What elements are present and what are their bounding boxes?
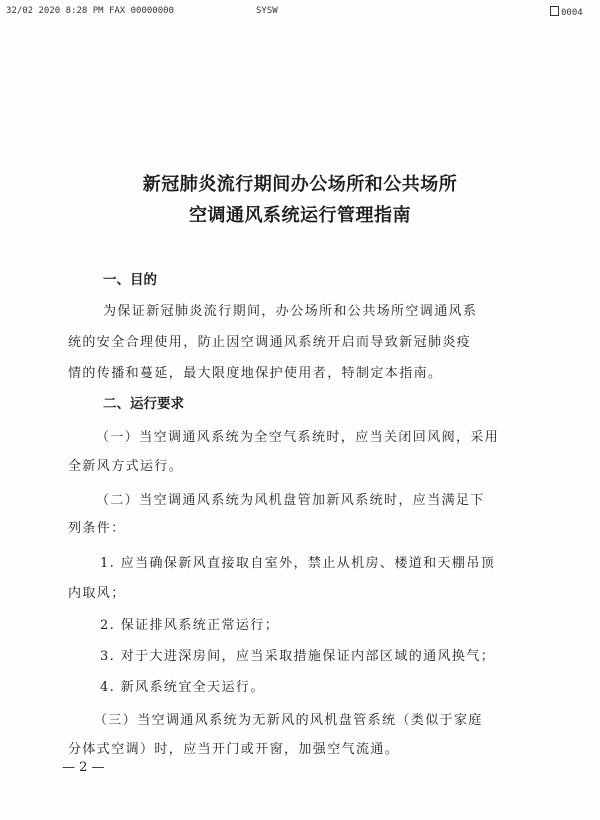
page-number: — 2 —	[62, 760, 105, 775]
section-heading-requirements: 二、运行要求	[103, 396, 184, 412]
paragraph-line: 3. 对于大进深房间，应当采取措施保证内部区域的通风换气；	[100, 649, 496, 664]
paragraph-line: 全新风方式运行。	[68, 459, 184, 474]
fax-timestamp: 32/02 2020 8:28 PM FAX 00000000	[6, 6, 174, 16]
paragraph-line: 列条件：	[68, 521, 126, 536]
fax-header	[0, 6, 600, 20]
paragraph-line: 统的安全合理使用，防止因空调通风系统开启而导致新冠肺炎疫	[68, 335, 472, 350]
paragraph-line: 为保证新冠肺炎流行期间，办公场所和公共场所空调通风系	[103, 304, 478, 319]
fax-sender-id: SYSW	[256, 6, 278, 16]
fax-page-counter	[550, 6, 583, 18]
paragraph-line: 内取风；	[68, 586, 126, 601]
paragraph-line: 情的传播和蔓延，最大限度地保护使用者，特制定本指南。	[68, 366, 443, 381]
paragraph-line: 分体式空调）时，应当开门或开窗，加强空气流通。	[68, 742, 400, 757]
paragraph-line: （二）当空调通风系统为风机盘管加新风系统时，应当满足下	[96, 493, 485, 508]
fax-page-number: 0004	[561, 8, 583, 18]
paragraph-line: 1. 应当确保新风直接取自室外，禁止从机房、楼道和天棚吊顶	[100, 556, 496, 571]
fax-checkbox-icon	[550, 6, 559, 16]
document-title-line1: 新冠肺炎流行期间办公场所和公共场所	[142, 174, 458, 195]
document-title-line2: 空调通风系统运行管理指南	[189, 205, 411, 226]
paragraph-line: （三）当空调通风系统为无新风的风机盘管系统（类似于家庭	[94, 713, 483, 728]
paragraph-line: （一）当空调通风系统为全空气系统时，应当关闭回风阀，采用	[96, 430, 500, 445]
paragraph-line: 2. 保证排风系统正常运行；	[100, 618, 280, 633]
paragraph-line: 4. 新风系统宜全天运行。	[100, 680, 265, 695]
section-heading-purpose: 一、目的	[103, 272, 157, 288]
